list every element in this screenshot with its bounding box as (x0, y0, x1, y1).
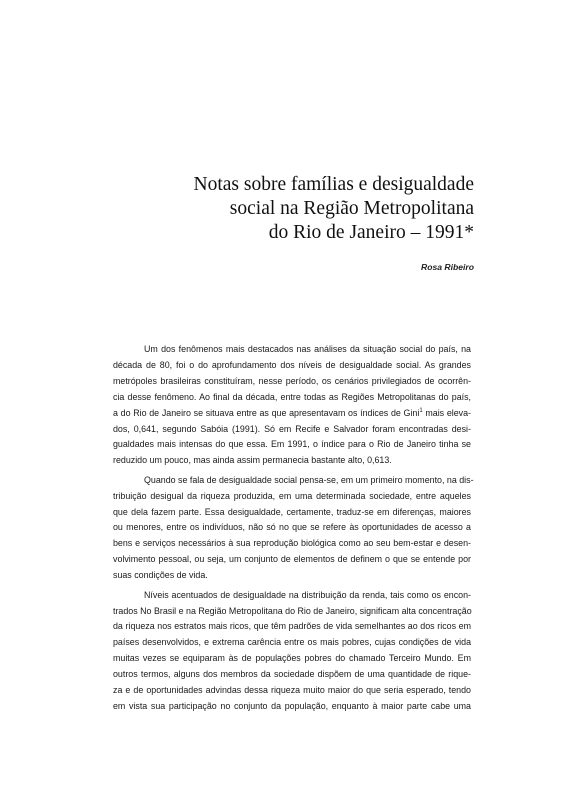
text-line: volvimento pessoal, ou seja, um conjunto de elementos de definem o que se entende por (113, 554, 471, 565)
paragraph (113, 342, 471, 469)
text-line: países desenvolvidos, e extrema carência entre os mais pobres, cujas condições de vida (113, 637, 471, 648)
paragraph (113, 473, 474, 584)
text-fragment: 0,641, segundo Sabóia (1991). Só em Recife e Salvador foram encontradas desi- (133, 423, 471, 434)
text-line: Quando se fala de desigualdade social pensa-se, em um primeiro momento, na dis- (144, 474, 474, 485)
text-line: bens e serviços necessários à sua reprodução biológica como ao seu bem-estar e desen- (113, 538, 471, 549)
text-line: muitas vezes se equiparam às de populações pobres do chamado Terceiro Mundo. Em (113, 653, 471, 664)
text-line: gualdades mais intensas do que essa. Em 1991, o índice para o Rio de Janeiro tinha se (113, 439, 471, 450)
text-fragment: dos, (113, 423, 134, 434)
text-line-with-footnote (113, 406, 471, 422)
paragraph (113, 588, 471, 715)
title-line: do Rio de Janeiro – 1991* (268, 222, 474, 243)
text-fragment: a do Rio de Janeiro se situava entre as que apresentavam os índices de Gini (113, 407, 420, 418)
text-line: ou menores, entre os indivíduos, não só no que se refere às oportunidades de acesso a (113, 522, 471, 533)
text-line: em vista sua participação no conjunto da população, enquanto à maior parte cabe uma (113, 700, 471, 711)
text-line: za e de oportunidades advindas dessa riqueza muito maior do que seria esperado, tendo (113, 685, 471, 696)
text-fragment: mais eleva- (422, 407, 471, 418)
article-body (113, 342, 474, 718)
text-line: Níveis acentuados de desigualdade na distribuição da renda, tais como os encon- (144, 589, 471, 600)
footnote-marker[interactable]: 1 (419, 407, 423, 414)
text-line: metrópoles brasileiras constituíram, nesse período, os cenários privilegiados de ocorrên- (113, 375, 471, 386)
text-line: tribuição desigual da riqueza produzida, em uma determinada sociedade, entre aqueles (113, 490, 471, 501)
title-line: social na Região Metropolitana (229, 198, 474, 219)
text-line: cia desse fenômeno. Ao final da década, entre todas as Regiões Metropolitanas do país, (113, 391, 471, 402)
text-line: reduzido um pouco, mas ainda assim permanecia bastante alto, 0,613. (113, 455, 392, 466)
text-line (113, 422, 471, 438)
article-title (114, 173, 474, 245)
text-line: da riqueza nos estratos mais ricos, que têm padrões de vida semelhantes ao dos ricos em (113, 621, 471, 632)
text-line: que dela fazem parte. Essa desigualdade, certamente, traduz-se em diferenças, maiores (113, 506, 471, 517)
text-line: suas condições de vida. (113, 570, 208, 581)
author-name: Rosa Ribeiro (420, 262, 474, 272)
text-line: trados No Brasil e na Região Metropolitana do Rio de Janeiro, significam alta concentração (113, 605, 472, 616)
text-line: outros termos, alguns dos membros da sociedade dispõem de uma quantidade de rique- (113, 669, 471, 680)
text-line: década de 80, foi o do aprofundamento dos níveis de desigualdade social. As grandes (113, 359, 471, 370)
text-line: Um dos fenômenos mais destacados nas análises da situação social do país, na (144, 344, 471, 354)
title-line: Notas sobre famílias e desigualdade (193, 174, 474, 195)
